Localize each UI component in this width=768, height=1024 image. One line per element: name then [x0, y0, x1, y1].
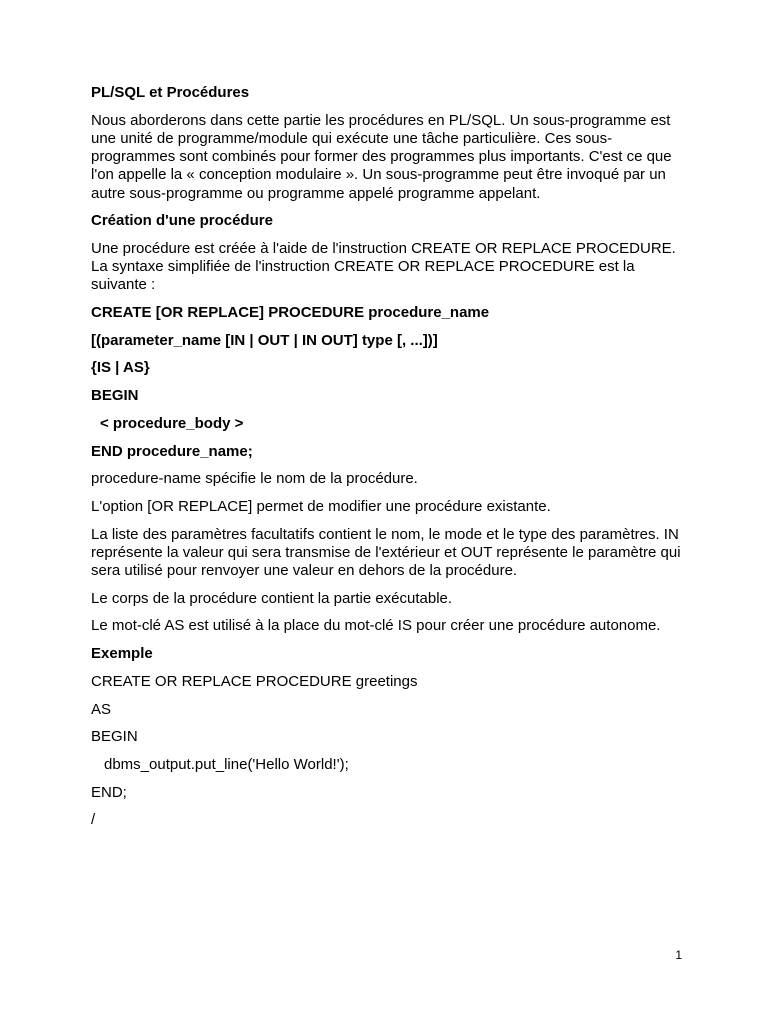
note-paragraph: Le mot-clé AS est utilisé à la place du mot-clé IS pour créer une procédure autonome. [91, 617, 661, 635]
note-paragraph: procedure-name spécifie le nom de la procédure. [91, 470, 418, 488]
example-code-line: / [91, 811, 96, 829]
example-title: Exemple [91, 645, 153, 663]
example-code-line: CREATE OR REPLACE PROCEDURE greetings [91, 672, 418, 690]
syntax-line: BEGIN [91, 387, 139, 405]
example-code-line: dbms_output.put_line('Hello World!'); [104, 755, 349, 773]
syntax-line: < procedure_body > [100, 414, 244, 432]
page-number: 1 [675, 948, 682, 962]
note-paragraph: Le corps de la procédure contient la partie exécutable. [91, 589, 453, 607]
syntax-line: {IS | AS} [91, 359, 150, 377]
syntax-line: END procedure_name; [91, 442, 253, 460]
document-heading: PL/SQL et Procédures [91, 84, 250, 101]
section-intro-paragraph: Une procédure est créée à l'aide de l'instruction CREATE OR REPLACE PROCEDURE. La syntaxe simplifiée de l'instruction CREATE OR REPLACE PROCEDURE est la suivante : [91, 239, 676, 294]
note-paragraph: L'option [OR REPLACE] permet de modifier une procédure existante. [91, 497, 551, 515]
example-code-line: AS [91, 700, 112, 718]
syntax-line: CREATE [OR REPLACE] PROCEDURE procedure_name [91, 304, 490, 322]
section-title: Création d'une procédure [91, 212, 273, 230]
example-code-line: BEGIN [91, 728, 138, 746]
note-paragraph: La liste des paramètres facultatifs contient le nom, le mode et le type des paramètres. IN représente la valeur qui sera transmise de l'extérieur et OUT représente le paramètre qui sera utilisé pour renvoyer une valeur en dehors de la procédure. [91, 525, 681, 580]
syntax-line: [(parameter_name [IN | OUT | IN OUT] type [, ...])] [91, 331, 438, 349]
example-code-line: END; [91, 783, 127, 801]
document-body [91, 84, 681, 839]
intro-paragraph: Nous aborderons dans cette partie les procédures en PL/SQL. Un sous-programme est une unité de programme/module qui exécute une tâche particulière. Ces sous-programmes sont combinés pour former des programmes plus importants. C'est ce que l'on appelle la « conception modulaire ». Un sous-programme peut être invoqué par un autre sous-programme ou programme appelé programme appelant. [91, 111, 672, 202]
